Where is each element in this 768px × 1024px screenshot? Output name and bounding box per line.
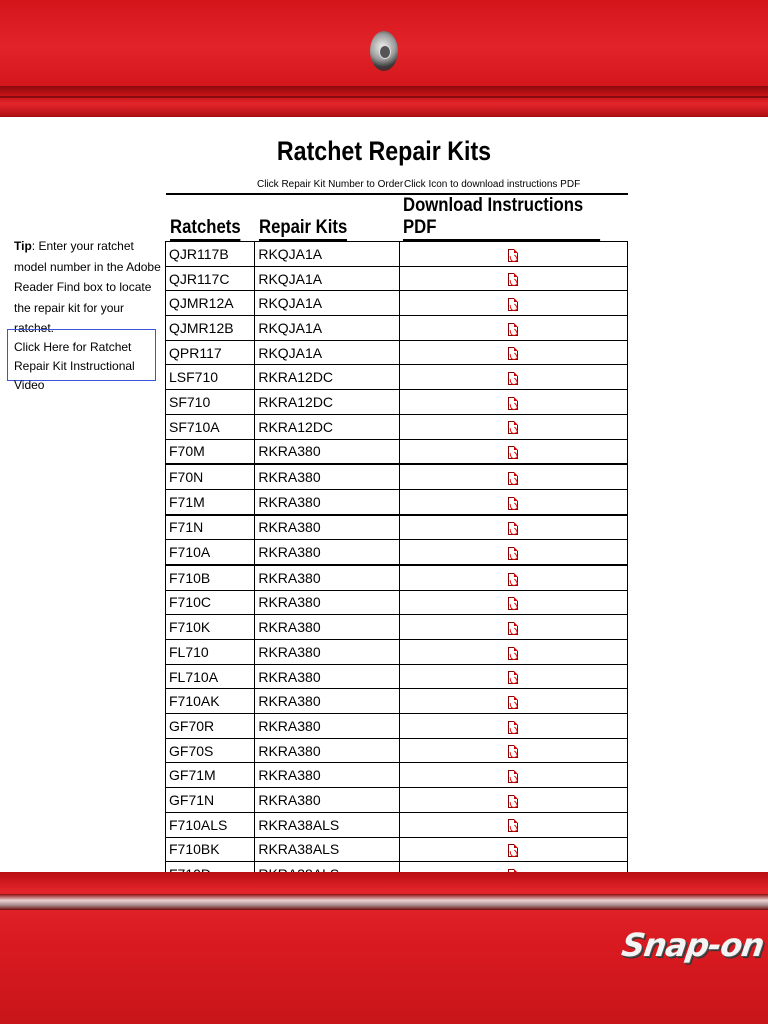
ratchet-cell: F710AK [166, 689, 255, 714]
table-row [166, 590, 628, 615]
pdf-download-cell [399, 540, 627, 565]
repair-kit-link[interactable]: RKQJA1A [255, 340, 399, 365]
pdf-icon[interactable] [508, 323, 518, 336]
table-row [166, 414, 628, 439]
pdf-download-cell [399, 242, 627, 267]
ratchet-cell: SF710 [166, 390, 255, 415]
table-row [166, 515, 628, 540]
pdf-icon[interactable] [508, 497, 518, 510]
repair-kit-link[interactable]: RKRA380 [255, 464, 399, 489]
table-row [166, 340, 628, 365]
pdf-icon[interactable] [508, 597, 518, 610]
pdf-download-cell [399, 812, 627, 837]
repair-kit-table [165, 193, 628, 887]
pdf-download-cell [399, 615, 627, 640]
repair-kit-link[interactable]: RKRA380 [255, 738, 399, 763]
table-row [166, 837, 628, 862]
repair-kit-link[interactable]: RKRA380 [255, 540, 399, 565]
repair-kit-link[interactable]: RKRA380 [255, 640, 399, 665]
pdf-download-cell [399, 266, 627, 291]
ratchet-cell: QJR117C [166, 266, 255, 291]
table-row [166, 266, 628, 291]
pdf-icon[interactable] [508, 446, 518, 459]
repair-kit-link[interactable]: RKQJA1A [255, 266, 399, 291]
repair-kit-link[interactable]: RKRA380 [255, 664, 399, 689]
lock-icon [370, 31, 398, 71]
table-row [166, 365, 628, 390]
table-row [166, 714, 628, 739]
repair-kit-link[interactable]: RKQJA1A [255, 291, 399, 316]
tip-text [14, 236, 162, 339]
table-row [166, 640, 628, 665]
repair-kit-link[interactable]: RKQJA1A [255, 316, 399, 341]
pdf-download-cell [399, 439, 627, 464]
pdf-icon[interactable] [508, 745, 518, 758]
table-row [166, 489, 628, 514]
pdf-icon[interactable] [508, 472, 518, 485]
ratchet-cell: F710B [166, 565, 255, 590]
table-row [166, 615, 628, 640]
pdf-download-cell [399, 590, 627, 615]
table-row [166, 565, 628, 590]
ratchet-cell: QJMR12A [166, 291, 255, 316]
pdf-download-cell [399, 714, 627, 739]
ratchet-cell: FL710 [166, 640, 255, 665]
ratchet-cell: F710BK [166, 837, 255, 862]
pdf-icon[interactable] [508, 397, 518, 410]
pdf-icon[interactable] [508, 522, 518, 535]
pdf-icon[interactable] [508, 347, 518, 360]
repair-kit-link[interactable]: RKRA380 [255, 689, 399, 714]
table-row [166, 788, 628, 813]
ratchet-cell: F70M [166, 439, 255, 464]
repair-kit-link[interactable]: RKRA380 [255, 565, 399, 590]
page-title: Ratchet Repair Kits [276, 136, 492, 166]
ratchet-cell: QJR117B [166, 242, 255, 267]
table-row [166, 390, 628, 415]
pdf-icon[interactable] [508, 721, 518, 734]
pdf-download-cell [399, 365, 627, 390]
pdf-download-cell [399, 489, 627, 514]
pdf-icon[interactable] [508, 273, 518, 286]
pdf-download-cell [399, 738, 627, 763]
pdf-download-cell [399, 414, 627, 439]
pdf-download-cell [399, 515, 627, 540]
repair-kit-link[interactable]: RKRA380 [255, 489, 399, 514]
table-row [166, 439, 628, 464]
pdf-icon[interactable] [508, 647, 518, 660]
table-header-row [166, 194, 628, 242]
ratchet-cell: F710C [166, 590, 255, 615]
pdf-icon[interactable] [508, 547, 518, 560]
drawer-handle [0, 86, 768, 116]
ratchet-cell: QJMR12B [166, 316, 255, 341]
repair-kit-link[interactable]: RKRA380 [255, 763, 399, 788]
table-row [166, 812, 628, 837]
ratchet-cell: GF70S [166, 738, 255, 763]
ratchet-cell: F710K [166, 615, 255, 640]
ratchet-cell: QPR117 [166, 340, 255, 365]
pdf-download-cell [399, 664, 627, 689]
ratchet-cell: F70N [166, 464, 255, 489]
repair-kit-link[interactable]: RKRA380 [255, 714, 399, 739]
pdf-icon[interactable] [508, 696, 518, 709]
table-row [166, 464, 628, 489]
pdf-icon[interactable] [508, 844, 518, 857]
repair-kit-link[interactable]: RKRA380 [255, 515, 399, 540]
pdf-icon[interactable] [508, 372, 518, 385]
repair-kit-link[interactable]: RKQJA1A [255, 242, 399, 267]
pdf-download-cell [399, 390, 627, 415]
pdf-download-cell [399, 640, 627, 665]
snap-on-logo: Snap-on [619, 926, 767, 964]
ratchet-cell: GF71N [166, 788, 255, 813]
drawer-rail [0, 894, 768, 910]
pdf-download-cell [399, 340, 627, 365]
order-hint: Click Repair Kit Number to Order [257, 179, 404, 190]
pdf-hint: Click Icon to download instructions PDF [404, 179, 581, 190]
pdf-download-cell [399, 689, 627, 714]
table-row [166, 291, 628, 316]
table-row [166, 664, 628, 689]
header-repair-kits: Repair Kits [255, 194, 399, 242]
video-link[interactable]: Click Here for Ratchet Repair Kit Instructional Video [7, 329, 156, 381]
repair-kit-link[interactable]: RKRA380 [255, 615, 399, 640]
repair-kit-link[interactable]: RKRA12DC [255, 414, 399, 439]
pdf-icon[interactable] [508, 573, 518, 586]
repair-kit-link[interactable]: RKRA38ALS [255, 812, 399, 837]
pdf-icon[interactable] [508, 421, 518, 434]
pdf-icon[interactable] [508, 671, 518, 684]
repair-kit-link[interactable]: RKRA380 [255, 590, 399, 615]
pdf-download-cell [399, 763, 627, 788]
table-row [166, 689, 628, 714]
pdf-download-cell [399, 565, 627, 590]
ratchet-cell: F71M [166, 489, 255, 514]
tip-label: Tip [14, 239, 32, 253]
ratchet-cell: FL710A [166, 664, 255, 689]
ratchet-cell: SF710A [166, 414, 255, 439]
tip-body: : Enter your ratchet model number in the Adobe Reader Find box to locate the repair kit for your ratchet. [14, 239, 161, 335]
table-row [166, 763, 628, 788]
table-row [166, 242, 628, 267]
pdf-download-cell [399, 291, 627, 316]
pdf-download-cell [399, 464, 627, 489]
repair-kit-link[interactable]: RKRA38ALS [255, 837, 399, 862]
ratchet-cell: F710ALS [166, 812, 255, 837]
table-row [166, 540, 628, 565]
pdf-icon[interactable] [508, 770, 518, 783]
repair-kit-link[interactable]: RKRA12DC [255, 365, 399, 390]
table-row [166, 738, 628, 763]
pdf-icon[interactable] [508, 249, 518, 262]
ratchet-cell: F710A [166, 540, 255, 565]
repair-kit-link[interactable]: RKRA380 [255, 788, 399, 813]
pdf-icon[interactable] [508, 298, 518, 311]
header-ratchets: Ratchets [166, 194, 255, 242]
ratchet-cell: F71N [166, 515, 255, 540]
repair-kit-link[interactable]: RKRA380 [255, 439, 399, 464]
header-download-pdf: Download Instructions PDF [399, 194, 627, 242]
ratchet-cell: LSF710 [166, 365, 255, 390]
ratchet-cell: GF70R [166, 714, 255, 739]
pdf-icon[interactable] [508, 622, 518, 635]
ratchet-cell: GF71M [166, 763, 255, 788]
pdf-download-cell [399, 788, 627, 813]
table-row [166, 316, 628, 341]
pdf-icon[interactable] [508, 795, 518, 808]
repair-kit-link[interactable]: RKRA12DC [255, 390, 399, 415]
pdf-icon[interactable] [508, 819, 518, 832]
pdf-download-cell [399, 316, 627, 341]
pdf-download-cell [399, 837, 627, 862]
